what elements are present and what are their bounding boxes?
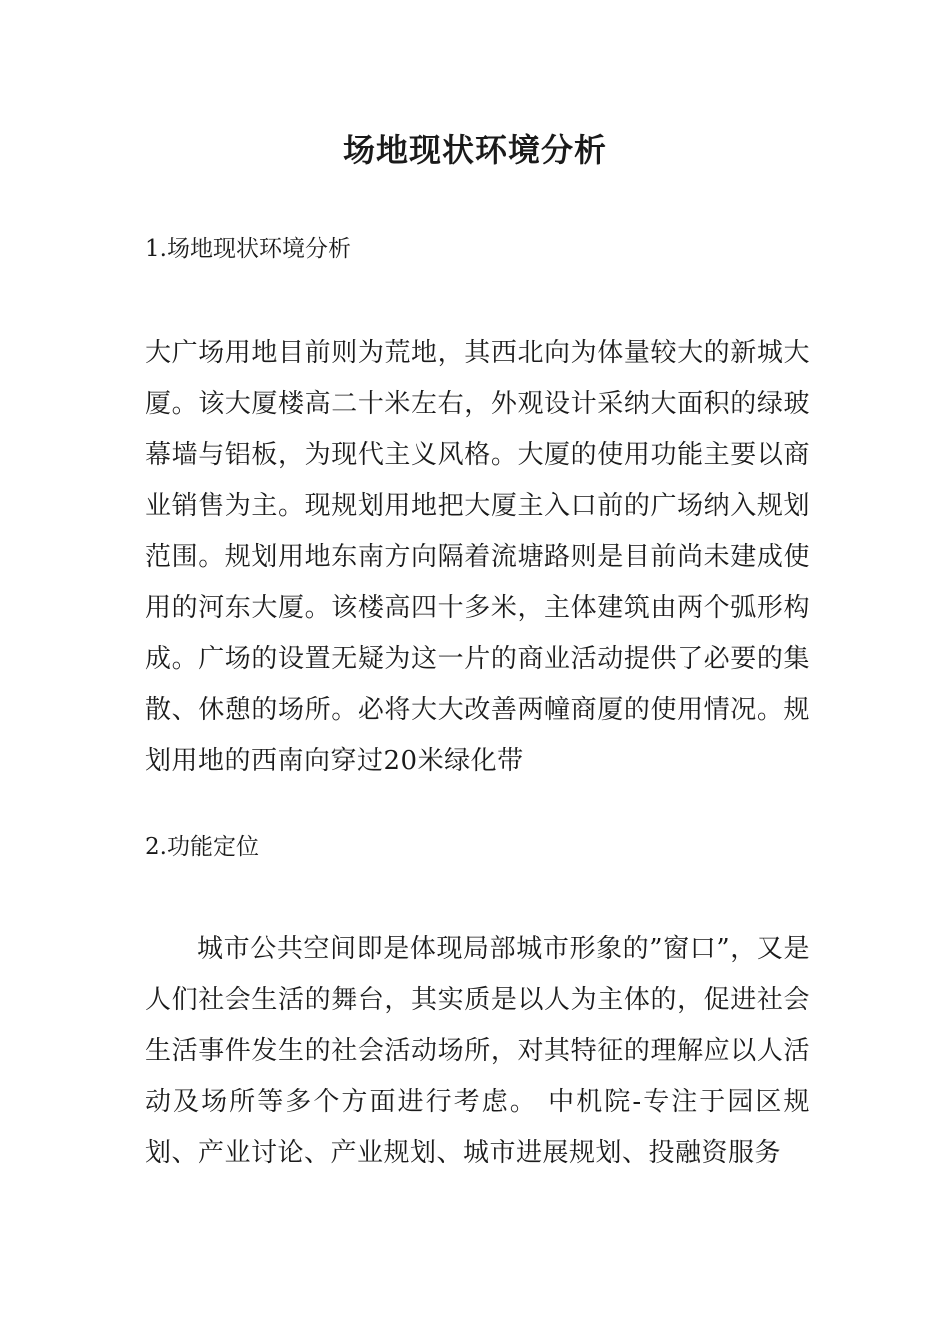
document-title: 场地现状环境分析 (342, 131, 607, 169)
section-1-heading: 1.场地现状环境分析 (145, 236, 351, 262)
section-2-heading: 2.功能定位 (145, 834, 259, 860)
section-1-paragraph: 大广场用地目前则为荒地，其西北向为体量较大的新城大厦。该大厦楼高二十米左右，外观设计采纳大面积的绿玻幕墙与铝板，为现代主义风格。大厦的使用功能主要以商业销售为主。现规划用地把大厦主入口前的广场纳入规划范围。规划用地东南方向隔着流塘路则是目前尚未建成使用的河东大厦。该楼高四十多米，主体建筑由两个弧形构成。广场的设置无疑为这一片的商业活动提供了必要的集散、休憩的场所。必将大大改善两幢商厦的使用情况。规划用地的西南向穿过20米绿化带 (145, 338, 810, 776)
section-2-paragraph: 城市公共空间即是体现局部城市形象的”窗口”，又是人们社会生活的舞台，其实质是以人为主体的，促进社会生活事件发生的社会活动场所，对其特征的理解应以人活动及场所等多个方面进行考虑。 中机院-专注于园区规划、产业讨论、产业规划、城市进展规划、投融资服务 (145, 934, 810, 1168)
